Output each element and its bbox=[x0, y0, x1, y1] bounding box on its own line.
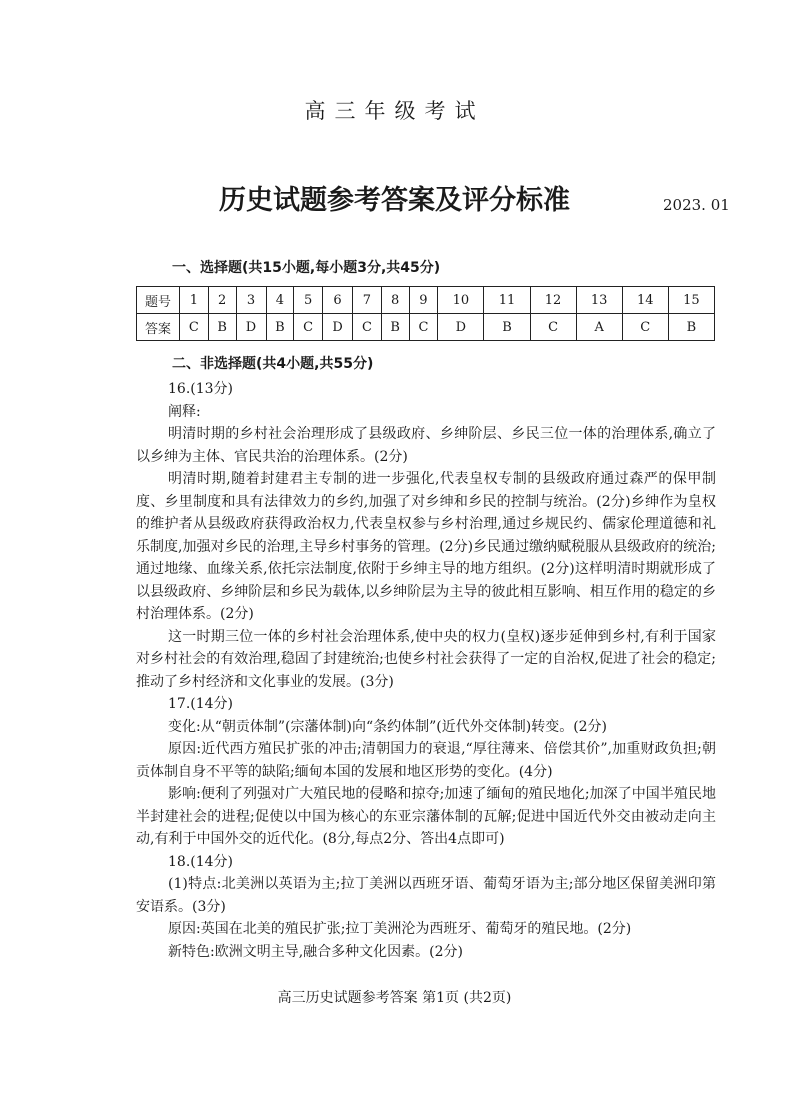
answer-table bbox=[136, 286, 715, 341]
answer-cell: A bbox=[576, 314, 622, 341]
q18-number: 18.(14分) bbox=[168, 853, 234, 870]
answer-cell: B bbox=[208, 314, 236, 341]
row-label-answer: 答案 bbox=[137, 314, 180, 341]
answer-cell: C bbox=[294, 314, 323, 341]
question-number: 13 bbox=[576, 287, 622, 314]
section1-title: 一、选择题(共15小题,每小题3分,共45分) bbox=[172, 260, 441, 276]
answer-cell: C bbox=[530, 314, 576, 341]
q17-paragraph-3: 影响:便利了列强对广大殖民地的侵略和掠夺;加速了缅甸的殖民地化;加深了中国半殖民地半封建社会的进程;促使以中国为核心的东亚宗藩体制的瓦解;促进中国近代外交由被动走向主动,有利于中国外交的近代化。(8分,每点2分、答出4点即可) bbox=[136, 786, 716, 847]
q17-paragraph-1: 变化:从“朝贡体制”(宗藩体制)向“条约体制”(近代外交体制)转变。(2分) bbox=[168, 718, 608, 735]
answer-cell: C bbox=[353, 314, 382, 341]
question-number: 1 bbox=[180, 287, 209, 314]
question-number: 5 bbox=[294, 287, 323, 314]
question-number: 15 bbox=[668, 287, 714, 314]
answer-cell: D bbox=[236, 314, 266, 341]
answer-cell: B bbox=[266, 314, 294, 341]
question-number: 4 bbox=[266, 287, 294, 314]
question-number: 12 bbox=[530, 287, 576, 314]
question-number-row bbox=[137, 287, 715, 314]
answer-cell: B bbox=[484, 314, 530, 341]
answer-cell: C bbox=[180, 314, 209, 341]
question-number: 7 bbox=[353, 287, 382, 314]
q16-paragraph-2: 明清时期,随着封建君主专制的进一步强化,代表皇权专制的县级政府通过森严的保甲制度、乡里制度和具有法律效力的乡约,加强了对乡绅和乡民的控制与统治。(2分)乡绅作为皇权的维护者从县级政府获得政治权力,代表皇权参与乡村治理,通过乡规民约、儒家伦理道德和礼乐制度,加强对乡民的治理,主导乡村事务的管理。(2分)乡民通过缴纳赋税服从县级政府的统治;通过地缘、血缘关系,依托宗法制度,依附于乡绅主导的地方组织。(2分)这样明清时期就形成了以县级政府、乡绅阶层和乡民为载体,以乡绅阶层为主导的彼此相互影响、相互作用的稳定的乡村治理体系。(2分) bbox=[136, 471, 716, 622]
section2-title: 二、非选择题(共4小题,共55分) bbox=[172, 356, 374, 372]
q17-number: 17.(14分) bbox=[168, 696, 234, 712]
document-date: 2023. 01 bbox=[663, 196, 730, 214]
q16-label: 阐释: bbox=[168, 403, 201, 420]
q18-paragraph-1: (1)特点:北美洲以英语为主;拉丁美洲以西班牙语、葡萄牙语为主;部分地区保留美洲印第安语系。(3分) bbox=[136, 876, 716, 915]
answer-cell: C bbox=[409, 314, 438, 341]
question-number: 2 bbox=[208, 287, 236, 314]
document-title: 历史试题参考答案及评分标准 bbox=[219, 185, 570, 216]
question-number: 9 bbox=[409, 287, 438, 314]
question-number: 6 bbox=[323, 287, 353, 314]
question-number: 11 bbox=[484, 287, 530, 314]
answer-cell: C bbox=[622, 314, 668, 341]
q16-number: 16.(13分) bbox=[168, 381, 234, 397]
page-footer: 高三历史试题参考答案 第1页 (共2页) bbox=[277, 990, 512, 1006]
q16-paragraph-3: 这一时期三位一体的乡村社会治理体系,使中央的权力(皇权)逐步延伸到乡村,有利于国家对乡村社会的有效治理,稳固了封建统治;也使乡村社会获得了一定的自治权,促进了社会的稳定;推动了乡村经济和文化事业的发展。(3分) bbox=[136, 628, 716, 690]
q18-paragraph-3: 新特色:欧洲文明主导,融合多种文化因素。(2分) bbox=[168, 943, 463, 960]
answer-row bbox=[137, 314, 715, 341]
question-number: 10 bbox=[438, 287, 484, 314]
answer-cell: B bbox=[381, 314, 409, 341]
q18-paragraph-2: 原因:英国在北美的殖民扩张;拉丁美洲沦为西班牙、葡萄牙的殖民地。(2分) bbox=[168, 921, 632, 937]
answer-cell: D bbox=[323, 314, 353, 341]
question-number: 14 bbox=[622, 287, 668, 314]
q17-paragraph-2: 原因:近代西方殖民扩张的冲击;清朝国力的衰退,“厚往薄来、倍偿其价”,加重财政负担;朝贡体制自身不平等的缺陷;缅甸本国的发展和地区形势的变化。(4分) bbox=[136, 741, 716, 780]
answer-cell: D bbox=[438, 314, 484, 341]
exam-title: 高三年级考试 bbox=[304, 99, 485, 123]
question-number: 8 bbox=[381, 287, 409, 314]
q16-paragraph-1: 明清时期的乡村社会治理形成了县级政府、乡绅阶层、乡民三位一体的治理体系,确立了以乡绅为主体、官民共治的治理体系。(2分) bbox=[136, 426, 716, 465]
row-label-question: 题号 bbox=[137, 287, 180, 314]
answer-body bbox=[136, 378, 716, 963]
question-number: 3 bbox=[236, 287, 266, 314]
answer-cell: B bbox=[668, 314, 714, 341]
